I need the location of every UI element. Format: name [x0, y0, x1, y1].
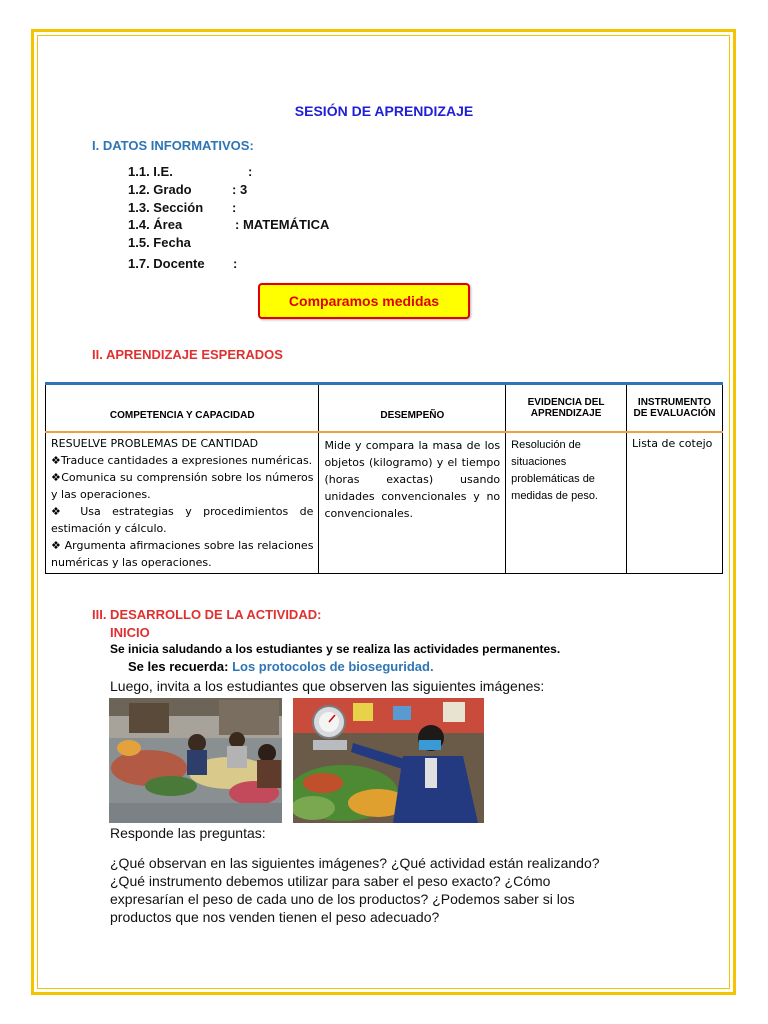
info-value: :	[232, 200, 237, 215]
info-value: : 3	[232, 182, 248, 197]
info-label: 1.1. I.E.	[128, 164, 173, 179]
learning-table	[45, 382, 723, 574]
recuerda-label: Se les recuerda:	[128, 659, 229, 674]
recuerda-line	[128, 659, 434, 674]
info-value: : MATEMÁTICA	[235, 217, 330, 232]
table-row	[46, 432, 723, 574]
info-fecha	[128, 235, 191, 250]
info-label: 1.4. Área	[128, 217, 183, 232]
market-vendors-illustration	[109, 698, 282, 823]
market-vendors-image	[109, 698, 282, 823]
invita-text: Luego, invita a los estudiantes que observen las siguientes imágenes:	[110, 678, 545, 694]
vendor-scale-illustration	[293, 698, 484, 823]
cell-competencia	[46, 432, 319, 574]
header-competencia: COMPETENCIA Y CAPACIDAD	[46, 384, 319, 432]
vendor-scale-image	[293, 698, 484, 823]
capacidad-item: ❖Comunica su comprensión sobre los números y las operaciones.	[51, 470, 314, 501]
info-label: 1.2. Grado	[128, 182, 192, 197]
info-docente	[128, 256, 237, 271]
table-header-row	[46, 384, 723, 432]
info-ie	[128, 164, 252, 179]
info-grado	[128, 182, 247, 197]
header-desempeno: DESEMPEÑO	[319, 384, 506, 432]
question-line: productos que nos venden tienen el peso adecuado?	[110, 909, 440, 925]
capacidad-item: ❖ Argumenta afirmaciones sobre las relaciones numéricas y las operaciones.	[51, 538, 314, 569]
info-seccion	[128, 200, 236, 215]
topic-box	[258, 283, 470, 319]
info-label: 1.5. Fecha	[128, 235, 191, 250]
cell-instrumento: Lista de cotejo	[627, 432, 723, 574]
section-desarrollo: III. DESARROLLO DE LA ACTIVIDAD:	[92, 607, 322, 622]
inicio-text: Se inicia saludando a los estudiantes y se realiza las actividades permanentes.	[110, 642, 561, 656]
header-evidencia: EVIDENCIA DEL APRENDIZAJE	[506, 384, 627, 432]
section-aprendizaje-esperados: II. APRENDIZAJE ESPERADOS	[92, 347, 283, 362]
info-area	[128, 217, 329, 232]
question-line: ¿Qué instrumento debemos utilizar para saber el peso exacto? ¿Cómo	[110, 873, 551, 889]
info-value: :	[248, 164, 253, 179]
page-title: SESIÓN DE APRENDIZAJE	[294, 103, 474, 119]
inicio-heading: INICIO	[110, 625, 150, 640]
cell-evidencia: Resolución de situaciones problemáticas de medidas de peso.	[506, 432, 627, 574]
cell-desempeno: Mide y compara la masa de los objetos (kilogramo) y el tiempo (horas exactas) usando unidades convencionales y no convencionales.	[319, 432, 506, 574]
info-label: 1.7. Docente	[128, 256, 205, 271]
info-label: 1.3. Sección	[128, 200, 204, 215]
bioseguridad-link: Los protocolos de bioseguridad.	[232, 659, 434, 674]
header-instrumento: INSTRUMENTO DE EVALUACIÓN	[627, 384, 723, 432]
capacidad-item: ❖Traduce cantidades a expresiones numéricas.	[51, 453, 313, 467]
capacidad-item: ❖ Usa estrategias y procedimientos de estimación y cálculo.	[51, 504, 314, 535]
info-value: :	[233, 256, 238, 271]
question-line: expresarían el peso de cada uno de los productos? ¿Podemos saber si los	[110, 891, 575, 907]
competencia-title: RESUELVE PROBLEMAS DE CANTIDAD	[51, 436, 259, 450]
section-datos-informativos: I. DATOS INFORMATIVOS:	[92, 138, 254, 153]
question-line: ¿Qué observan en las siguientes imágenes? ¿Qué actividad están realizando?	[110, 855, 600, 871]
responde-text: Responde las preguntas:	[110, 825, 266, 841]
topic-title: Comparamos medidas	[288, 293, 440, 309]
